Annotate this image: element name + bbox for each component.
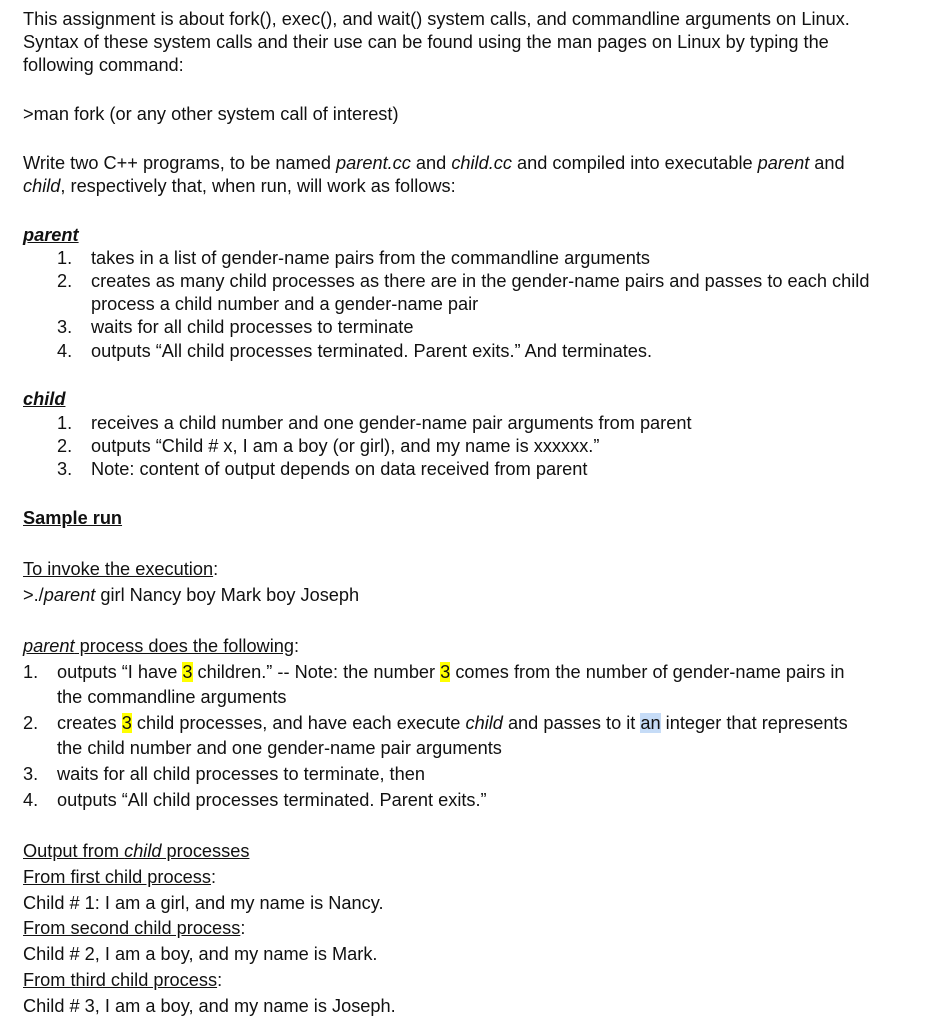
parent-heading: parent [23, 225, 79, 245]
invoke-label: To invoke the execution: [23, 559, 219, 579]
sample-run-heading: Sample run [23, 508, 123, 528]
step-2-continuation: the child number and one gender-name pair arguments [57, 738, 502, 758]
intro-line-2: Syntax of these system calls and their use can be found using the man pages on Linux by typing the [23, 32, 829, 52]
task-line-2: child, respectively that, when run, will work as follows: [23, 176, 456, 196]
step-2-text: creates 3 child processes, and have each execute child and passes to it an integer that represents [57, 713, 848, 733]
highlight-3-third: 3 [121, 713, 132, 733]
child-item-1-text: receives a child number and one gender-name pair arguments from parent [91, 413, 692, 433]
first-child-label: From first child process: [23, 867, 217, 887]
parent-item-3-number: 3. [57, 317, 73, 337]
highlight-3-second: 3 [440, 662, 451, 682]
step-1-number: 1. [23, 662, 39, 682]
highlight-3: 3 [182, 662, 193, 682]
output-heading: Output from child processes [23, 841, 250, 861]
parent-item-3-text: waits for all child processes to terminate [91, 317, 414, 337]
step-1-text: outputs “I have 3 children.” -- Note: the number 3 comes from the number of gender-name pairs in [57, 662, 845, 682]
parent-item-1-number: 1. [57, 248, 73, 268]
step-3-number: 3. [23, 764, 39, 784]
step-4-text: outputs “All child processes terminated. Parent exits.” [57, 790, 487, 810]
parent-item-2-number: 2. [57, 271, 73, 291]
parent-item-1-text: takes in a list of gender-name pairs from the commandline arguments [91, 248, 651, 268]
step-2-number: 2. [23, 713, 39, 733]
parent-does-heading: parent process does the following: [23, 636, 300, 656]
parent-item-2-text: creates as many child processes as there are in the gender-name pairs and passes to each child [91, 271, 870, 291]
child-item-1-number: 1. [57, 413, 73, 433]
parent-item-4-text: outputs “All child processes terminated. Parent exits.” And terminates. [91, 341, 653, 361]
child-item-3-number: 3. [57, 459, 73, 479]
selected-text-an[interactable]: an [640, 713, 661, 733]
second-child-label: From second child process: [23, 918, 246, 938]
step-1-continuation: the commandline arguments [57, 687, 287, 707]
task-line-1: Write two C++ programs, to be named parent.cc and child.cc and compiled into executable parent and [23, 153, 845, 173]
first-child-output: Child # 1: I am a girl, and my name is Nancy. [23, 893, 384, 913]
intro-line-3: following command: [23, 55, 184, 75]
third-child-label: From third child process: [23, 970, 223, 990]
man-command: >man fork (or any other system call of interest) [23, 104, 399, 124]
invoke-command: >./parent girl Nancy boy Mark boy Joseph [23, 585, 360, 605]
parent-item-2-continuation: process a child number and a gender-name pair [91, 294, 479, 314]
third-child-output: Child # 3, I am a boy, and my name is Joseph. [23, 996, 396, 1016]
step-3-text: waits for all child processes to terminate, then [57, 764, 425, 784]
parent-item-4-number: 4. [57, 341, 73, 361]
child-heading: child [23, 389, 66, 409]
child-item-3-text: Note: content of output depends on data received from parent [91, 459, 588, 479]
intro-line-1: This assignment is about fork(), exec(), and wait() system calls, and commandline arguments on Linux. [23, 9, 850, 29]
child-item-2-number: 2. [57, 436, 73, 456]
step-4-number: 4. [23, 790, 39, 810]
child-item-2-text: outputs “Child # x, I am a boy (or girl), and my name is xxxxxx.” [91, 436, 600, 456]
second-child-output: Child # 2, I am a boy, and my name is Mark. [23, 944, 378, 964]
